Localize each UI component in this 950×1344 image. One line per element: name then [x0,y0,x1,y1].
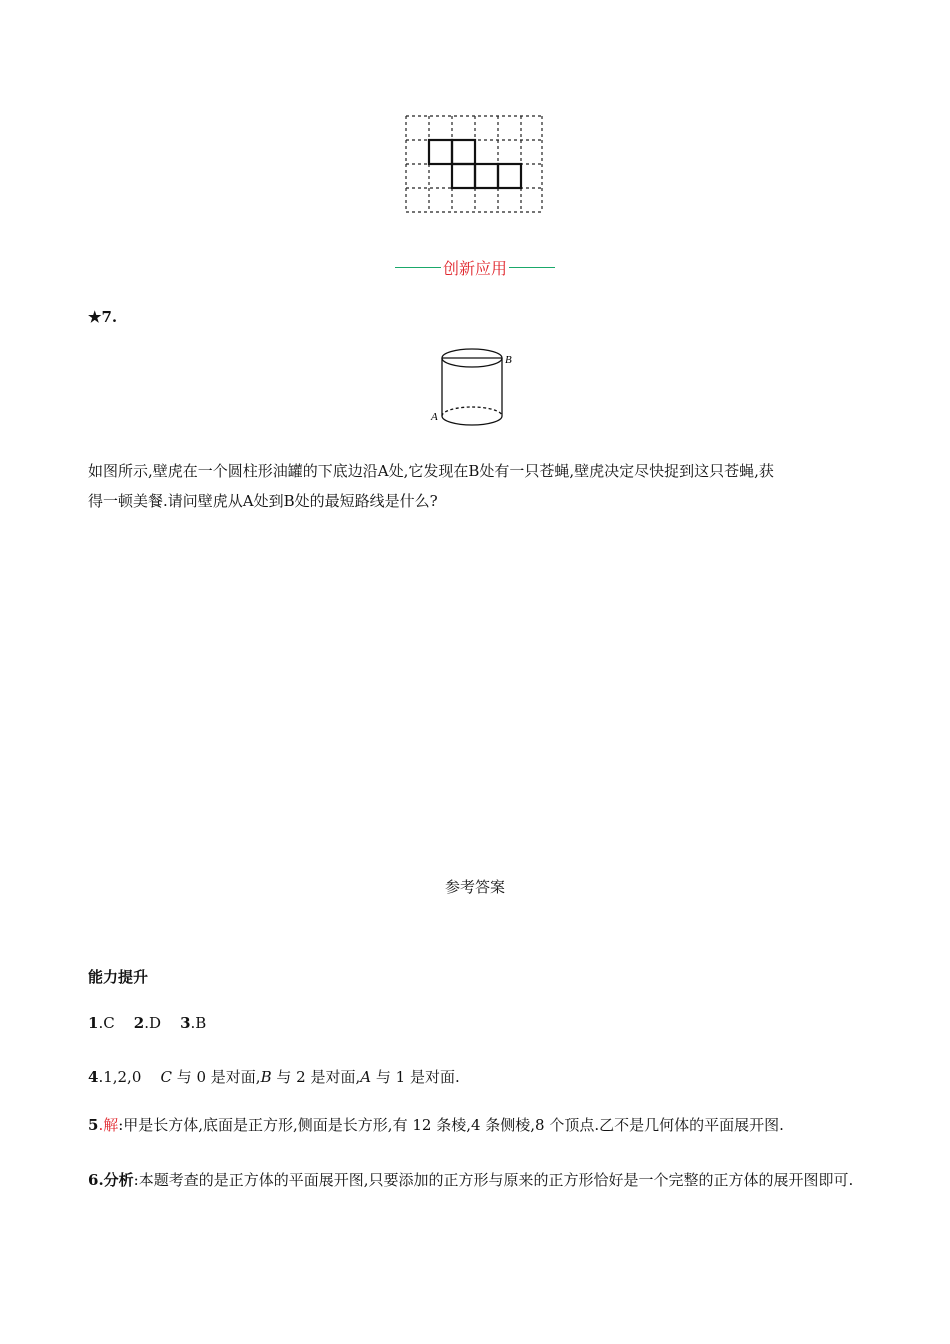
answer-1-number: 1 [88,1014,99,1032]
answer-line-4 [88,1066,460,1087]
answers-section-heading: 能力提升 [88,968,149,986]
answer-2-number: 2 [133,1014,145,1032]
question-text [88,456,868,516]
cylinder-figure [428,346,524,432]
section-header [395,255,555,279]
question-number: ★7. [88,308,118,326]
answer-4-a: A [360,1068,372,1086]
answer-6-number: 6 [88,1171,99,1189]
answer-3-number: 3 [180,1014,191,1032]
section-header-text: 创新应用 [443,258,508,278]
header-rule-right [509,267,555,268]
answer-line-1-3 [88,1014,206,1032]
answer-5-number: 5 [88,1116,99,1134]
answer-2-value: .D [144,1014,161,1032]
answer-line-5 [88,1114,784,1135]
answer-6-label: .分析 [98,1171,134,1189]
question-text-line-1: 如图所示,壁虎在一个圆柱形油罐的下底边沿A处,它发现在B处有一只苍蝇,壁虎决定尽快捉到这只苍蝇,获 [88,462,774,480]
answer-4-t2: 与 0 是对面, [176,1068,261,1086]
header-rule-left [395,267,441,268]
answer-4-value: .1,2,0 [98,1068,142,1086]
cube-net-grid-figure [405,115,543,213]
answer-4-t4: 与 2 是对面, [276,1068,361,1086]
answer-4-b: B [260,1068,272,1086]
point-b-label: B [505,354,512,366]
answer-5-text: :甲是长方体,底面是正方形,侧面是长方形,有 12 条棱,4 条侧棱,8 个顶点.乙不是几何体的平面展开图. [118,1116,784,1134]
answers-title: 参考答案 [444,878,505,896]
answer-4-c: C [160,1068,172,1086]
question-text-line-2: 得一顿美餐.请问壁虎从A处到B处的最短路线是什么? [88,492,438,510]
point-a-label: A [431,411,438,423]
answer-4-t6: 与 1 是对面. [375,1068,460,1086]
answer-line-6 [88,1163,868,1197]
answer-6-text: :本题考查的是正方体的平面展开图,只要添加的正方形与原来的正方形恰好是一个完整的正方体的展开图即可. [133,1171,854,1189]
answer-5-label: .解 [98,1116,119,1134]
answer-1-value: .C [98,1014,115,1032]
answer-4-number: 4 [88,1068,99,1086]
answer-3-value: .B [190,1014,207,1032]
